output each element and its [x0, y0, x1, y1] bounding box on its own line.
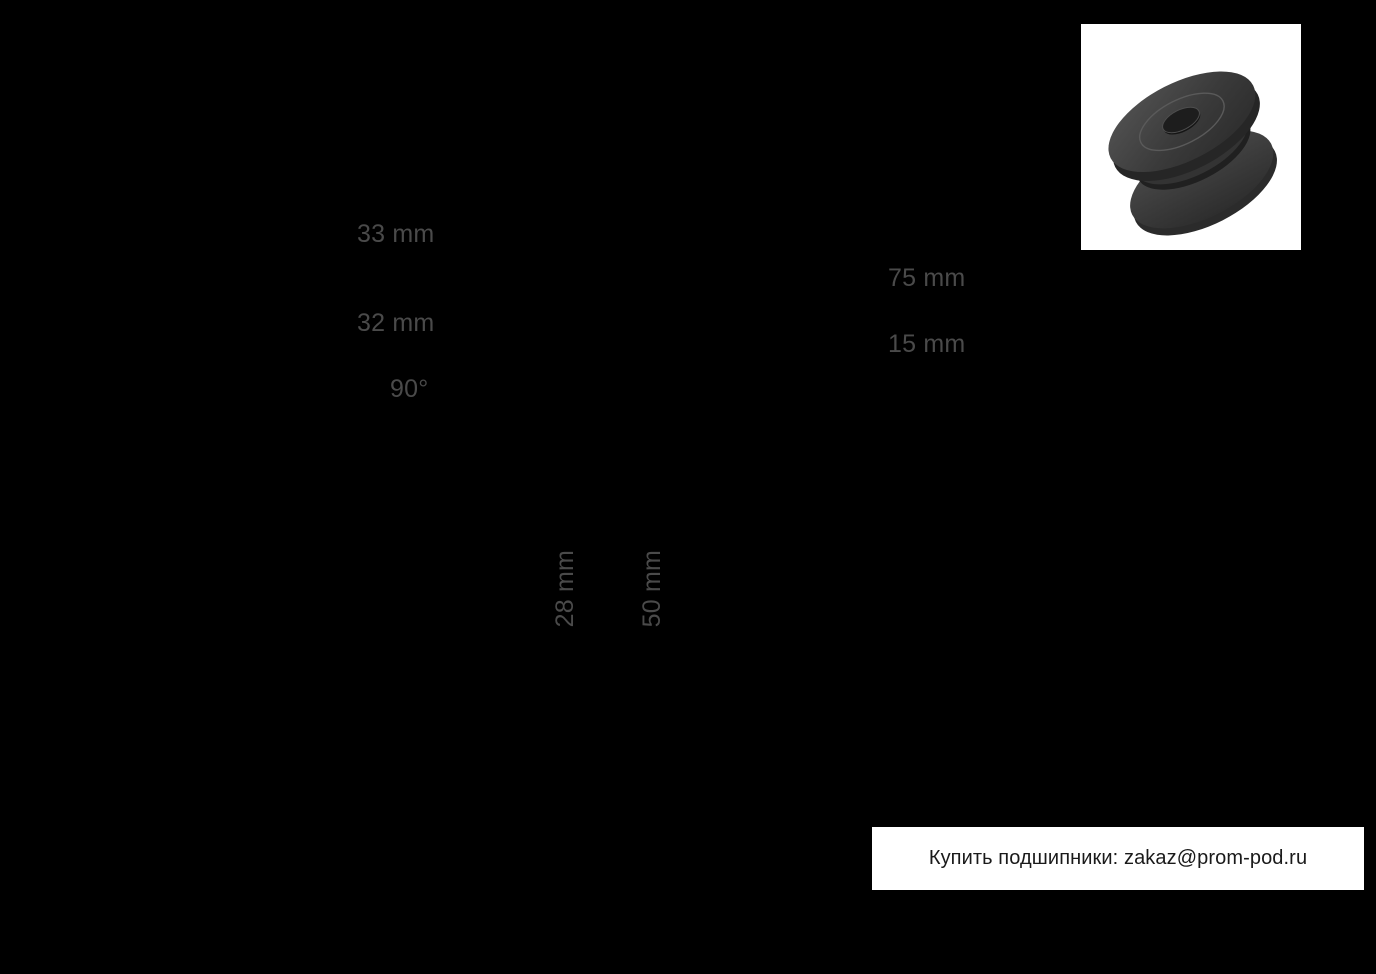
dimension-label-angle-90: 90° [390, 375, 429, 403]
contact-banner-text: Купить подшипники: zakaz@prom-pod.ru [928, 847, 1308, 869]
dimension-label-75mm: 75 mm [888, 264, 966, 292]
product-thumbnail [1081, 24, 1301, 250]
dimension-label-33mm: 33 mm [357, 220, 435, 248]
contact-banner[interactable] [872, 827, 1364, 890]
dimension-label-15mm: 15 mm [888, 330, 966, 358]
dimension-label-28mm: 28 mm [551, 550, 579, 628]
v-groove-pulley-3d-render-icon [1081, 24, 1301, 250]
dimension-label-50mm: 50 mm [638, 550, 666, 628]
dimension-label-32mm: 32 mm [357, 309, 435, 337]
